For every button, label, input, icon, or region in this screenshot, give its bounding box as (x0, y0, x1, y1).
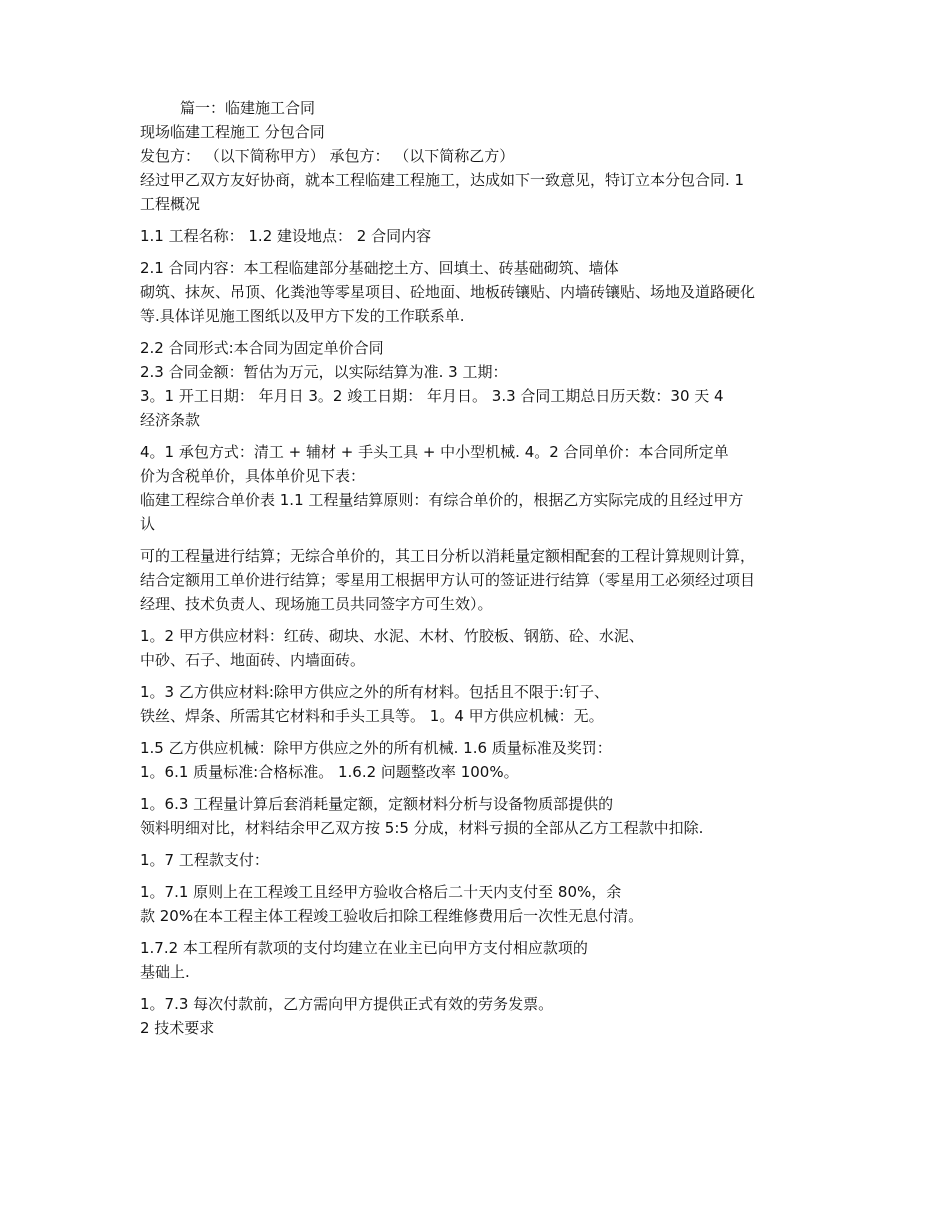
paragraph-line: 款 20%在本工程主体工程竣工验收后扣除工程维修费用后一次性无息付清。 (140, 907, 644, 925)
paragraph-line: 认 (140, 515, 156, 533)
paragraph-line: 2.3 合同金额：暂估为万元，以实际结算为准. 3 工期： (140, 363, 508, 381)
paragraph-line: 砌筑、抹灰、吊顶、化粪池等零星项目、砼地面、地板砖镶贴、内墙砖镶贴、场地及道路硬化 (140, 283, 756, 301)
paragraph-line: 经济条款 (140, 411, 201, 429)
parties-line: 发包方： （以下简称甲方） 承包方： （以下简称乙方） (140, 147, 515, 165)
paragraph-line: 3。1 开工日期： 年月日 3。2 竣工日期： 年月日。 3.3 合同工期总日历天数：30 天 4 (140, 387, 724, 405)
paragraph-line: 基础上. (140, 963, 190, 981)
paragraph-line: 经过甲乙双方友好协商，就本工程临建工程施工，达成如下一致意见，特订立本分包合同. 1 (140, 171, 745, 189)
paragraph-line: 2.2 合同形式:本合同为固定单价合同 (140, 339, 384, 357)
paragraph-line: 1。6.1 质量标准:合格标准。 1.6.2 问题整改率 100%。 (140, 763, 519, 781)
paragraph-line: 1。2 甲方供应材料：红砖、砌块、水泥、木材、竹胶板、钢筋、砼、水泥、 (140, 627, 644, 645)
paragraph-line: 1.1 工程名称： 1.2 建设地点： 2 合同内容 (140, 227, 432, 245)
paragraph-line: 临建工程综合单价表 1.1 工程量结算原则：有综合单价的，根据乙方实际完成的且经过甲方 (140, 491, 744, 509)
paragraph-line: 结合定额用工单价进行结算；零星用工根据甲方认可的签证进行结算（零星用工必须经过项目 (140, 571, 756, 589)
section-heading: 2 技术要求 (140, 1019, 215, 1037)
paragraph-line: 工程概况 (140, 195, 201, 213)
paragraph-line: 1。6.3 工程量计算后套消耗量定额，定额材料分析与设备物质部提供的 (140, 795, 614, 813)
paragraph-line: 等.具体详见施工图纸以及甲方下发的工作联系单. (140, 307, 465, 325)
document-body (140, 96, 820, 1040)
document-title: 篇一：临建施工合同 (180, 99, 316, 117)
paragraph-line: 经理、技术负责人、现场施工员共同签字方可生效）。 (140, 595, 493, 613)
paragraph-line: 1。3 乙方供应材料:除甲方供应之外的所有材料。包括且不限于:钉子、 (140, 683, 609, 701)
contract-heading: 现场临建工程施工 分包合同 (140, 123, 325, 141)
paragraph-line: 铁丝、焊条、所需其它材料和手头工具等。 1。4 甲方供应机械：无。 (140, 707, 604, 725)
paragraph-line: 1.5 乙方供应机械：除甲方供应之外的所有机械. 1.6 质量标准及奖罚： (140, 739, 612, 757)
paragraph-line: 4。1 承包方式：清工 + 辅材 + 手头工具 + 中小型机械. 4。2 合同单价：本合同所定单 (140, 443, 729, 461)
paragraph-line: 中砂、石子、地面砖、内墙面砖。 (140, 651, 366, 669)
paragraph-line: 可的工程量进行结算；无综合单价的，其工日分析以消耗量定额相配套的工程计算规则计算， (140, 547, 756, 565)
paragraph-line: 1。7 工程款支付： (140, 851, 269, 869)
paragraph-line: 1。7.3 每次付款前，乙方需向甲方提供正式有效的劳务发票。 (140, 995, 554, 1013)
paragraph-line: 领料明细对比，材料结余甲乙双方按 5:5 分成，材料亏损的全部从乙方工程款中扣除. (140, 819, 704, 837)
paragraph-line: 价为含税单价，具体单价见下表： (140, 467, 366, 485)
paragraph-line: 1。7.1 原则上在工程竣工且经甲方验收合格后二十天内支付至 80%，余 (140, 883, 622, 901)
paragraph-line: 1.7.2 本工程所有款项的支付均建立在业主已向甲方支付相应款项的 (140, 939, 588, 957)
paragraph-line: 2.1 合同内容：本工程临建部分基础挖土方、回填土、砖基础砌筑、墙体 (140, 259, 619, 277)
